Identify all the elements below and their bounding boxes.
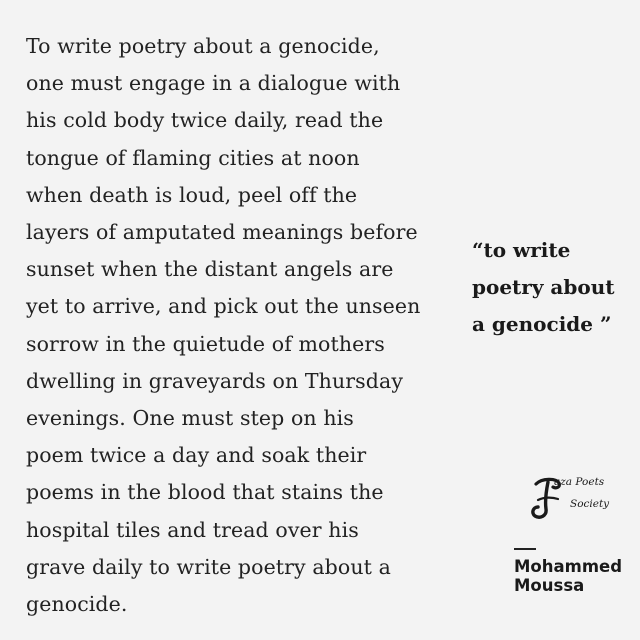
poem-line: when death is loud, peel off the: [26, 182, 358, 207]
poem-line: poems in the blood that stains the: [26, 480, 384, 505]
title-line: a genocide ”: [472, 312, 612, 336]
title-line: poetry about: [472, 275, 615, 299]
author-last-name: Moussa: [514, 576, 585, 595]
poem-line: dwelling in graveyards on Thursday: [26, 368, 403, 393]
poem-line: To write poetry about a genocide,: [26, 34, 380, 58]
poem-line: grave daily to write poetry about a: [26, 554, 391, 579]
poem-line: one must engage in a dialogue with: [26, 71, 401, 96]
poem-line: sorrow in the quietude of mothers: [26, 331, 385, 356]
poem-line: evenings. One must step on his: [26, 406, 354, 431]
poem-body: [26, 28, 446, 623]
poem-line: genocide.: [26, 592, 128, 617]
poem-line: hospital tiles and tread over his: [26, 517, 359, 542]
title-line: “to write: [472, 238, 571, 262]
poem-line: poem twice a day and soak their: [26, 443, 367, 468]
author-first-name: Mohammed: [514, 557, 623, 576]
poem-line: sunset when the distant angels are: [26, 257, 394, 282]
poem-line: tongue of flaming cities at noon: [26, 145, 360, 170]
logo-text-line1: aza Poets: [554, 476, 605, 488]
poem-line: layers of amputated meanings before: [26, 220, 418, 245]
logo-text-line2: Society: [570, 498, 610, 510]
poem-title: [472, 232, 637, 343]
gaza-poets-society-logo: [526, 474, 626, 524]
poem-line: his cold body twice daily, read the: [26, 108, 384, 133]
author-divider: [514, 548, 536, 550]
author-name: [514, 557, 622, 595]
poem-line: yet to arrive, and pick out the unseen: [26, 294, 421, 319]
